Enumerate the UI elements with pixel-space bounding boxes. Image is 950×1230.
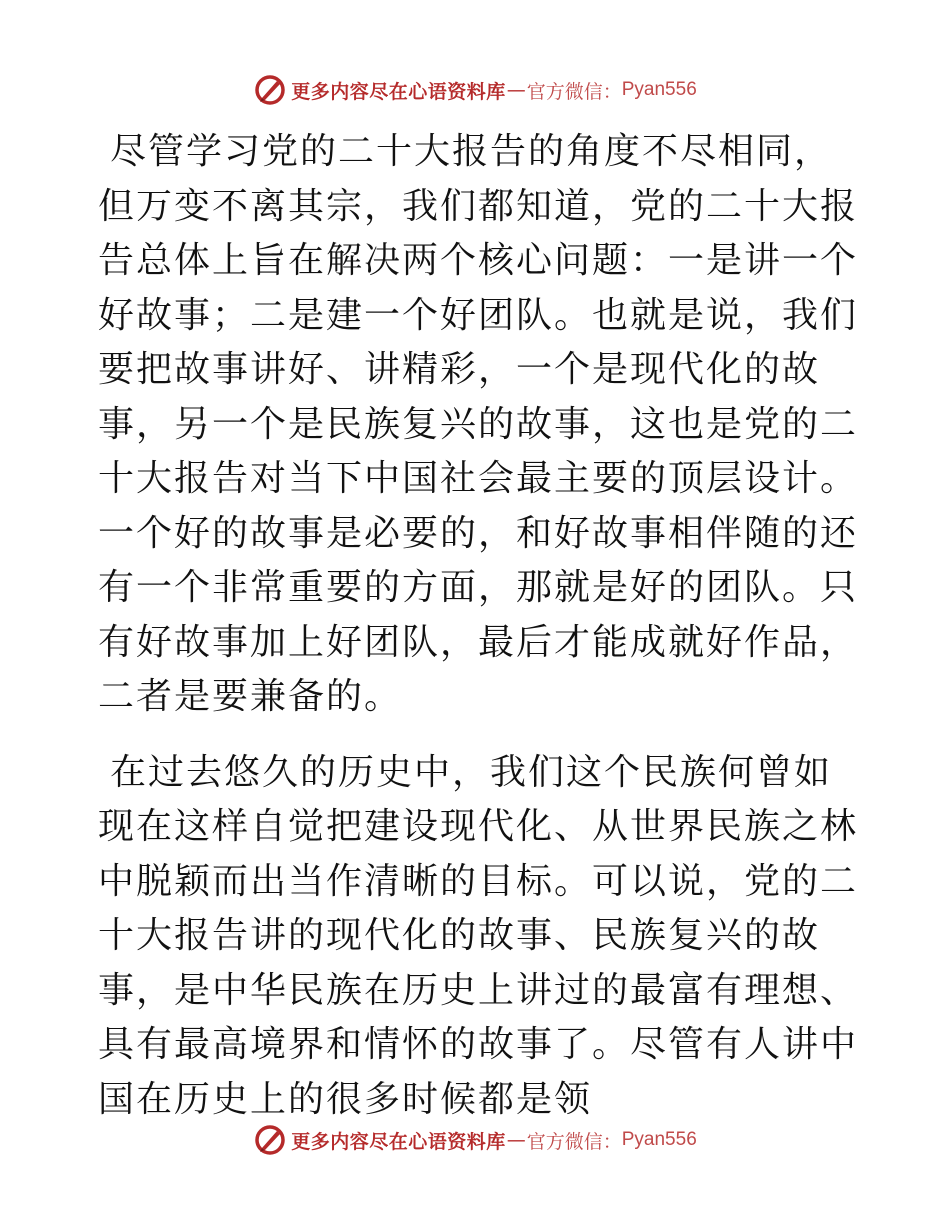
header-wechat-id: Pyan556 <box>621 79 697 100</box>
document-body <box>98 125 858 1127</box>
footer-banner <box>0 1120 950 1160</box>
header-wechat-label: 官方微信： <box>526 80 622 103</box>
paragraph-2: 在过去悠久的历史中，我们这个民族何曾如现在这样自觉把建设现代化、从世界民族之林中脱颖而出当作清晰的目标。可以说，党的二十大报告讲的现代化的故事、民族复兴的故事，是中华民族在历史上讲过的最富有理想、具有最高境界和情怀的故事了。尽管有人讲中国在历史上的很多时候都是领 <box>98 751 859 1120</box>
header-banner <box>0 70 950 110</box>
pen-circle-icon <box>253 73 287 107</box>
pen-circle-icon <box>253 1123 287 1157</box>
footer-wechat-label: 官方微信： <box>526 1130 622 1153</box>
paragraph-1: 尽管学习党的二十大报告的角度不尽相同，但万变不离其宗，我们都知道，党的二十大报告总体上旨在解决两个核心问题：一是讲一个好故事；二是建一个好团队。也就是说，我们要把故事讲好、讲精彩，一个是现代化的故事，另一个是民族复兴的故事，这也是党的二十大报告对当下中国社会最主要的顶层设计。一个好的故事是必要的，和好故事相伴随的还有一个非常重要的方面，那就是好的团队。只有好故事加上好团队，最后才能成就好作品，二者是要兼备的。 <box>98 131 859 717</box>
header-dash: — <box>506 79 526 101</box>
footer-site-text: 更多内容尽在心语资料库 <box>291 1130 506 1153</box>
footer-wechat-id: Pyan556 <box>621 1129 697 1150</box>
header-site-text: 更多内容尽在心语资料库 <box>291 80 506 103</box>
footer-dash: — <box>506 1129 526 1151</box>
